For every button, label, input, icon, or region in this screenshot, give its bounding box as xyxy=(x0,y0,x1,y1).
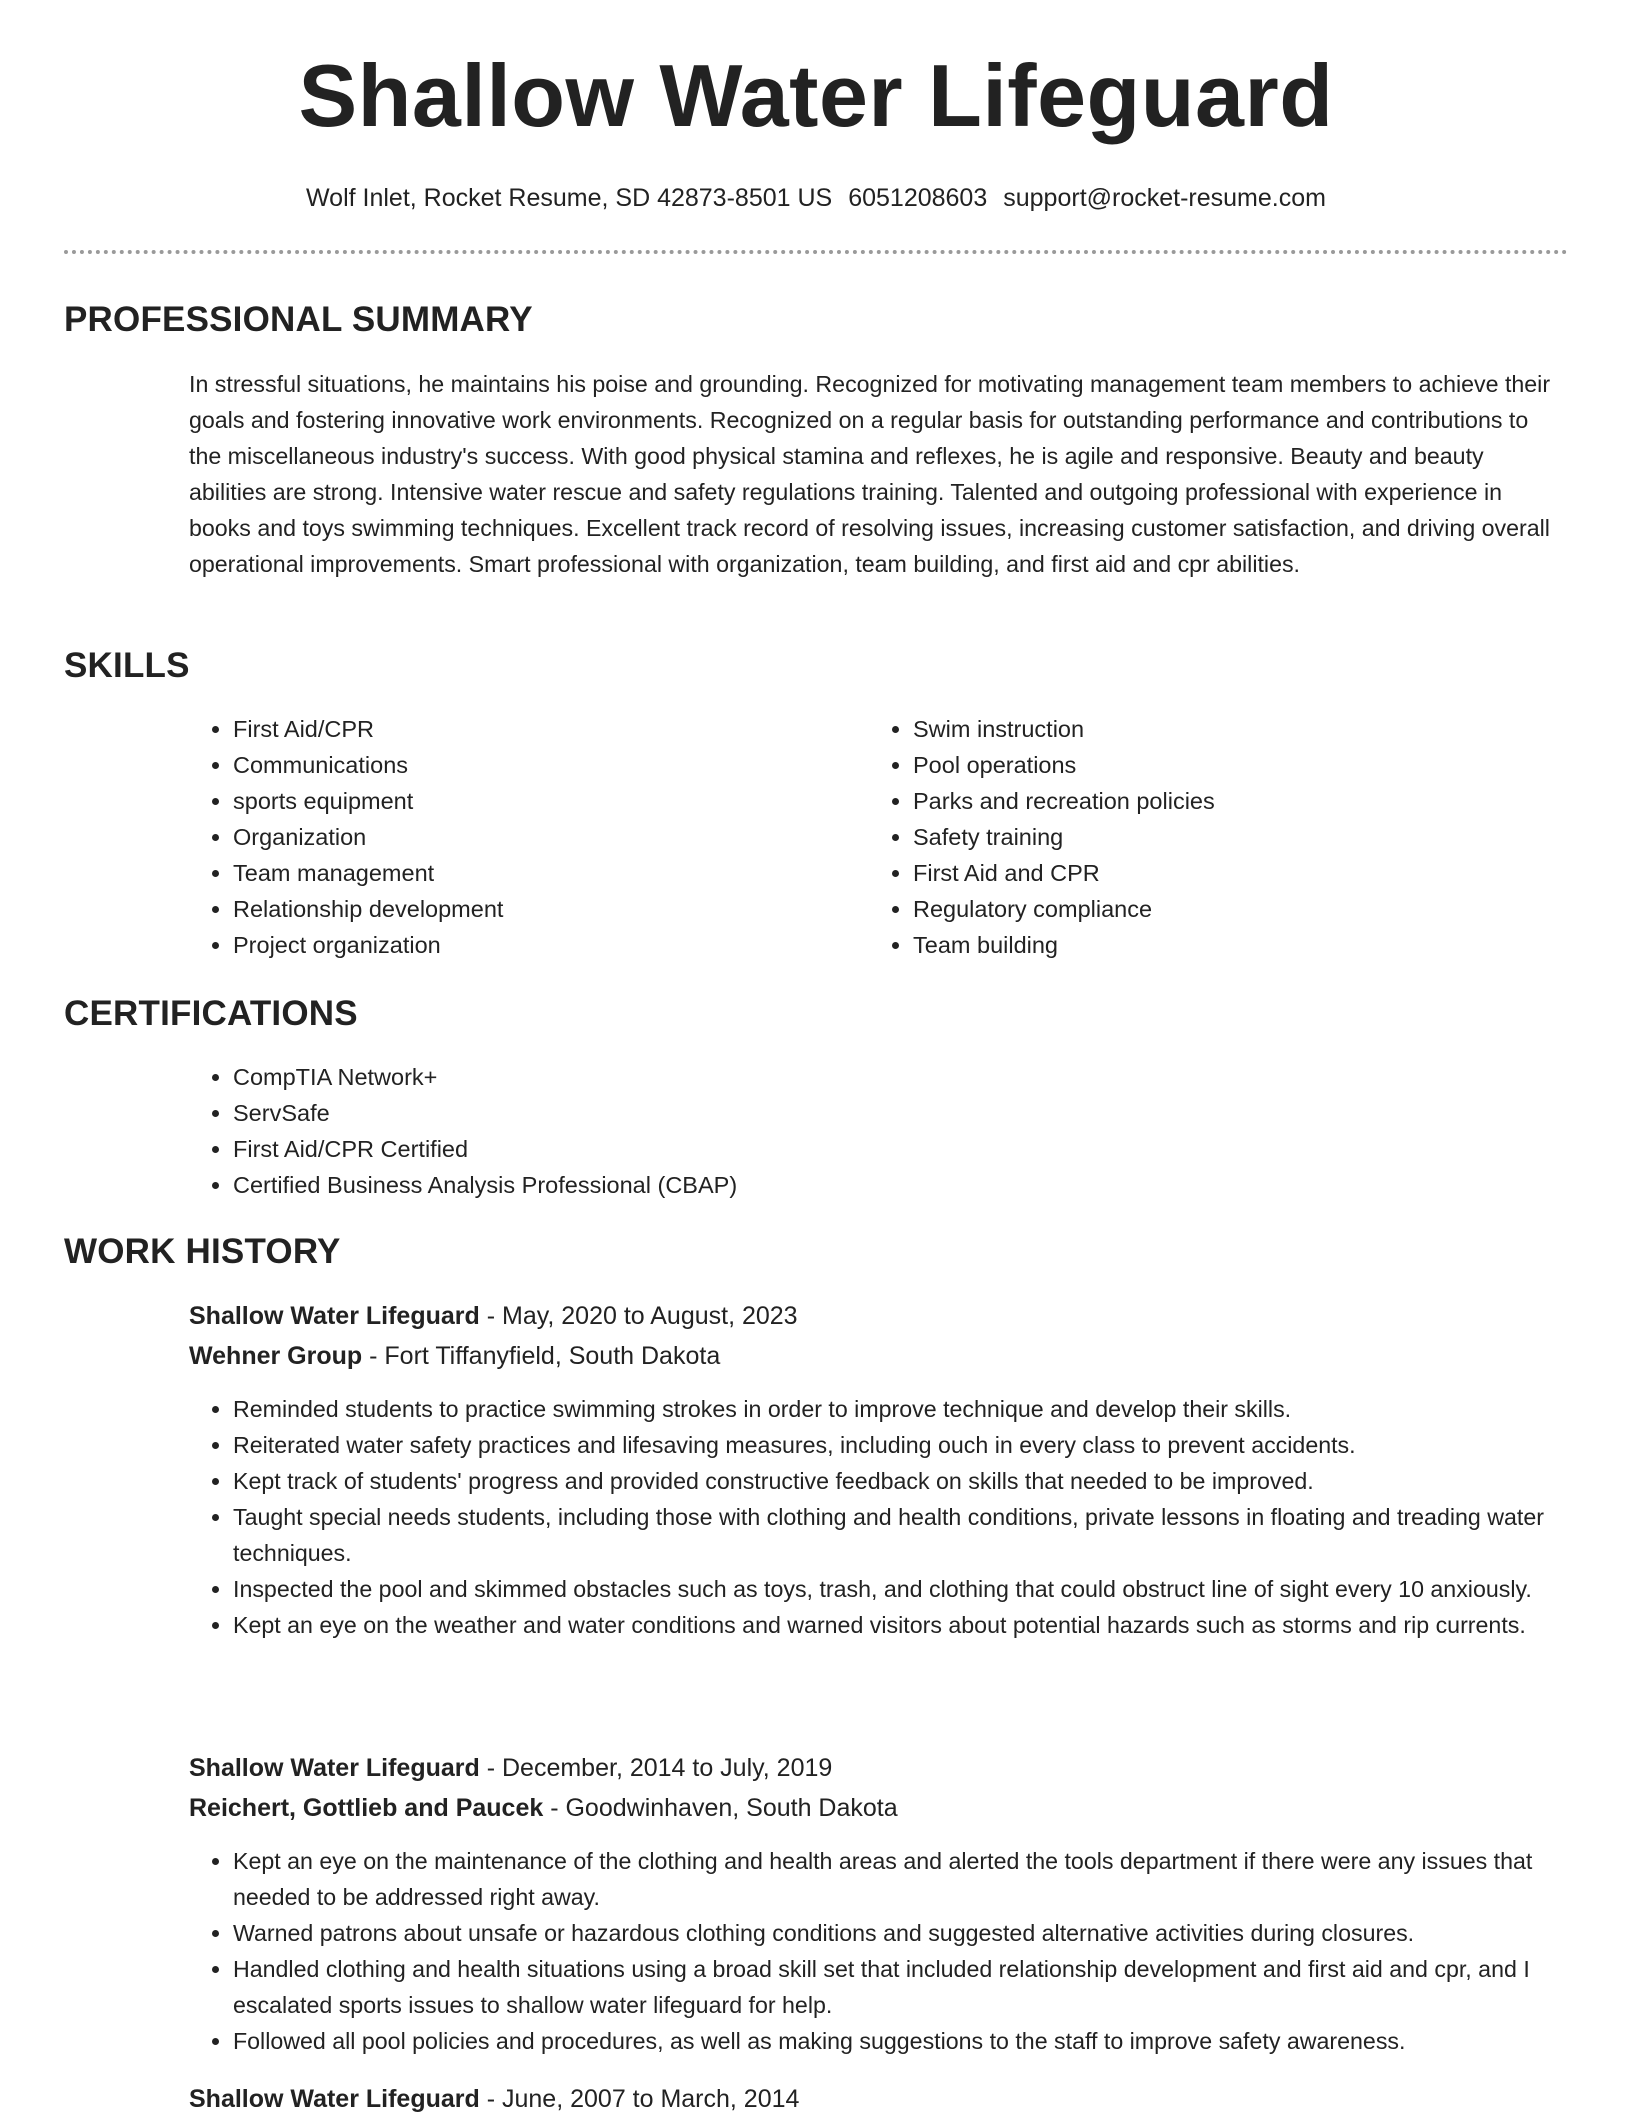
summary-heading: PROFESSIONAL SUMMARY xyxy=(64,300,533,339)
job-2-title-line xyxy=(189,1752,832,1784)
list-item: • Regulatory compliance xyxy=(913,891,1593,927)
job-dates: - June, 2007 to March, 2014 xyxy=(479,2085,800,2113)
job-location: - Fort Tiffanyfield, South Dakota xyxy=(362,1342,721,1370)
list-item: • Warned patrons about unsafe or hazardous clothing conditions and suggested alternative activities during closures. xyxy=(233,1915,1608,1951)
list-item: • ServSafe xyxy=(233,1095,1433,1131)
job-1-bullets xyxy=(189,1391,1608,1643)
list-item: • Inspected the pool and skimmed obstacles such as toys, trash, and clothing that could obstruct line of sight every 10 anxiously. xyxy=(233,1571,1608,1607)
list-item: • First Aid/CPR Certified xyxy=(233,1131,1433,1167)
job-3-title-line xyxy=(189,2083,799,2115)
job-1-company-line xyxy=(189,1340,720,1372)
list-item: • Certified Business Analysis Professional (CBAP) xyxy=(233,1167,1433,1203)
list-item: • First Aid and CPR xyxy=(913,855,1593,891)
contact-line xyxy=(0,182,1632,214)
list-item: • CompTIA Network+ xyxy=(233,1059,1433,1095)
list-item: • Team building xyxy=(913,927,1593,963)
work-history-heading: WORK HISTORY xyxy=(64,1232,341,1271)
list-item: • Relationship development xyxy=(233,891,833,927)
skills-list-right xyxy=(869,711,1593,963)
list-item: • Communications xyxy=(233,747,833,783)
job-1-title-line xyxy=(189,1300,798,1332)
job-company: Reichert, Gottlieb and Paucek xyxy=(189,1794,544,1822)
certifications-heading: CERTIFICATIONS xyxy=(64,994,358,1033)
job-2-company-line xyxy=(189,1792,898,1824)
list-item: • Safety training xyxy=(913,819,1593,855)
list-item: • Parks and recreation policies xyxy=(913,783,1593,819)
list-item: • Kept track of students' progress and provided constructive feedback on skills that needed to be improved. xyxy=(233,1463,1608,1499)
skills-list-left xyxy=(189,711,833,963)
address: Wolf Inlet, Rocket Resume, SD 42873-8501 US xyxy=(306,184,833,212)
summary-text: In stressful situations, he maintains his poise and grounding. Recognized for motivating management team members to achieve their goals and fostering innovative work environments. Recognized on a regular basis for outstanding performance and contributions to the miscellaneous industry's success. With good physical stamina and reflexes, he is agile and responsive. Beauty and beauty abilities are strong. Intensive water rescue and safety regulations training. Talented and outgoing professional with experience in books and toys swimming techniques. Excellent track record of resolving issues, increasing customer satisfaction, and driving overall operational improvements. Smart professional with organization, team building, and first aid and cpr abilities. xyxy=(189,371,1551,577)
list-item: • Team management xyxy=(233,855,833,891)
list-item: • Reiterated water safety practices and lifesaving measures, including ouch in every class to prevent accidents. xyxy=(233,1427,1608,1463)
list-item: • Organization xyxy=(233,819,833,855)
job-company: Wehner Group xyxy=(189,1342,363,1370)
certifications-list xyxy=(189,1059,1433,1203)
header-divider xyxy=(64,250,1568,254)
list-item: • Followed all pool policies and procedures, as well as making suggestions to the staff to improve safety awareness. xyxy=(233,2023,1608,2059)
list-item: • Reminded students to practice swimming strokes in order to improve technique and develop their skills. xyxy=(233,1391,1608,1427)
job-role: Shallow Water Lifeguard xyxy=(189,1302,480,1330)
list-item: • Project organization xyxy=(233,927,833,963)
email: support@rocket-resume.com xyxy=(1003,184,1326,212)
list-item: • Kept an eye on the maintenance of the clothing and health areas and alerted the tools department if there were any issues that needed to be addressed right away. xyxy=(233,1843,1608,1915)
list-item: • First Aid/CPR xyxy=(233,711,833,747)
skills-heading: SKILLS xyxy=(64,646,190,685)
list-item: • Swim instruction xyxy=(913,711,1593,747)
job-role: Shallow Water Lifeguard xyxy=(189,2085,480,2113)
job-role: Shallow Water Lifeguard xyxy=(189,1754,480,1782)
job-location: - Goodwinhaven, South Dakota xyxy=(543,1794,898,1822)
list-item: • sports equipment xyxy=(233,783,833,819)
job-2-bullets xyxy=(189,1843,1608,2059)
candidate-name: Shallow Water Lifeguard xyxy=(298,46,1334,145)
list-item: • Taught special needs students, including those with clothing and health conditions, private lessons in floating and treading water techniques. xyxy=(233,1499,1608,1571)
list-item: • Pool operations xyxy=(913,747,1593,783)
list-item: • Kept an eye on the weather and water conditions and warned visitors about potential hazards such as storms and rip currents. xyxy=(233,1607,1608,1643)
phone: 6051208603 xyxy=(848,184,988,212)
list-item: • Handled clothing and health situations using a broad skill set that included relationship development and first aid and cpr, and I escalated sports issues to shallow water lifeguard for help. xyxy=(233,1951,1608,2023)
job-dates: - December, 2014 to July, 2019 xyxy=(479,1754,833,1782)
job-dates: - May, 2020 to August, 2023 xyxy=(479,1302,798,1330)
